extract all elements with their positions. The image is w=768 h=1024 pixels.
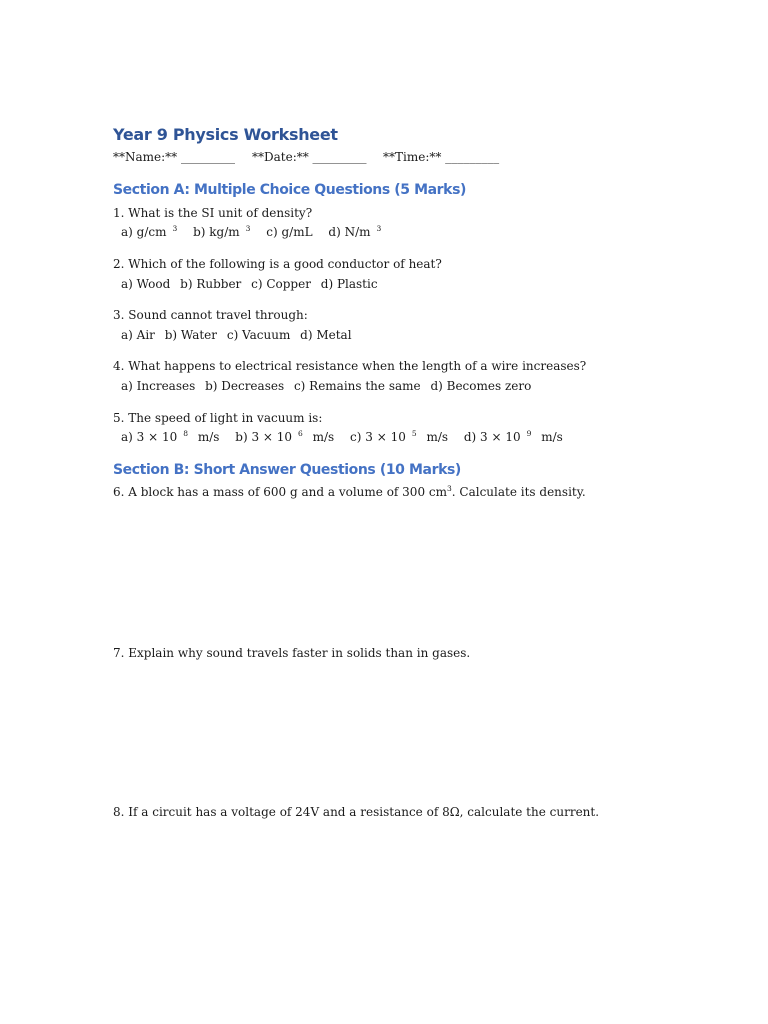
option-b: b) kg/m $^3$: [193, 224, 251, 239]
option-a: a) Wood: [121, 277, 171, 291]
question-5-options: [121, 430, 575, 444]
question-6: 6. A block has a mass of 600 g and a volume of 300 $cm^3$. Calculate its density.: [113, 484, 586, 499]
question-2-options: [121, 277, 384, 291]
option-c: c) Remains the same: [293, 379, 421, 393]
question-7: 7. Explain why sound travels faster in solids than in gases.: [113, 646, 471, 660]
worksheet-title: Year 9 Physics Worksheet: [113, 125, 338, 144]
option-c: c) Vacuum: [226, 328, 291, 342]
option-b: b) Rubber: [180, 277, 242, 291]
option-b: b) Decreases: [205, 379, 285, 393]
option-b: b) 3 × 10 $^6$ m/s: [235, 429, 335, 444]
student-info-fields: [113, 150, 499, 164]
option-d: d) Metal: [300, 328, 352, 342]
question-4: 4. What happens to electrical resistance when the length of a wire increases?: [113, 359, 587, 373]
option-c: c) g/mL: [266, 225, 313, 239]
option-a: a) Air: [121, 328, 155, 342]
time-field: **Time:** _________: [383, 150, 500, 164]
question-3-options: [121, 328, 358, 342]
option-c: c) 3 × 10 $^5$ m/s: [350, 429, 449, 444]
question-1-options: [121, 225, 393, 239]
option-a: a) 3 × 10 $^8$ m/s: [121, 429, 220, 444]
option-d: d) Plastic: [320, 277, 378, 291]
name-field: **Name:** _________: [113, 150, 235, 164]
option-c: c) Copper: [251, 277, 311, 291]
option-a: a) g/cm $^3$: [121, 224, 178, 239]
date-field: **Date:** _________: [252, 150, 367, 164]
option-d: d) Becomes zero: [430, 379, 532, 393]
section-a-heading: Section A: Multiple Choice Questions (5 Marks): [113, 182, 467, 198]
option-a: a) Increases: [121, 379, 196, 393]
section-b-heading: Section B: Short Answer Questions (10 Marks): [113, 462, 461, 478]
question-1: 1. What is the SI unit of density?: [113, 206, 313, 220]
question-8: 8. If a circuit has a voltage of 24V and a resistance of 8Ω, calculate the current.: [113, 805, 600, 819]
question-3: 3. Sound cannot travel through:: [113, 308, 308, 322]
question-5: 5. The speed of light in vacuum is:: [113, 411, 323, 425]
option-d: d) 3 × 10 $^9$ m/s: [463, 429, 563, 444]
question-2: 2. Which of the following is a good conductor of heat?: [113, 257, 442, 271]
option-b: b) Water: [164, 328, 218, 342]
question-4-options: [121, 379, 537, 393]
option-d: d) N/m $^3$: [328, 224, 382, 239]
